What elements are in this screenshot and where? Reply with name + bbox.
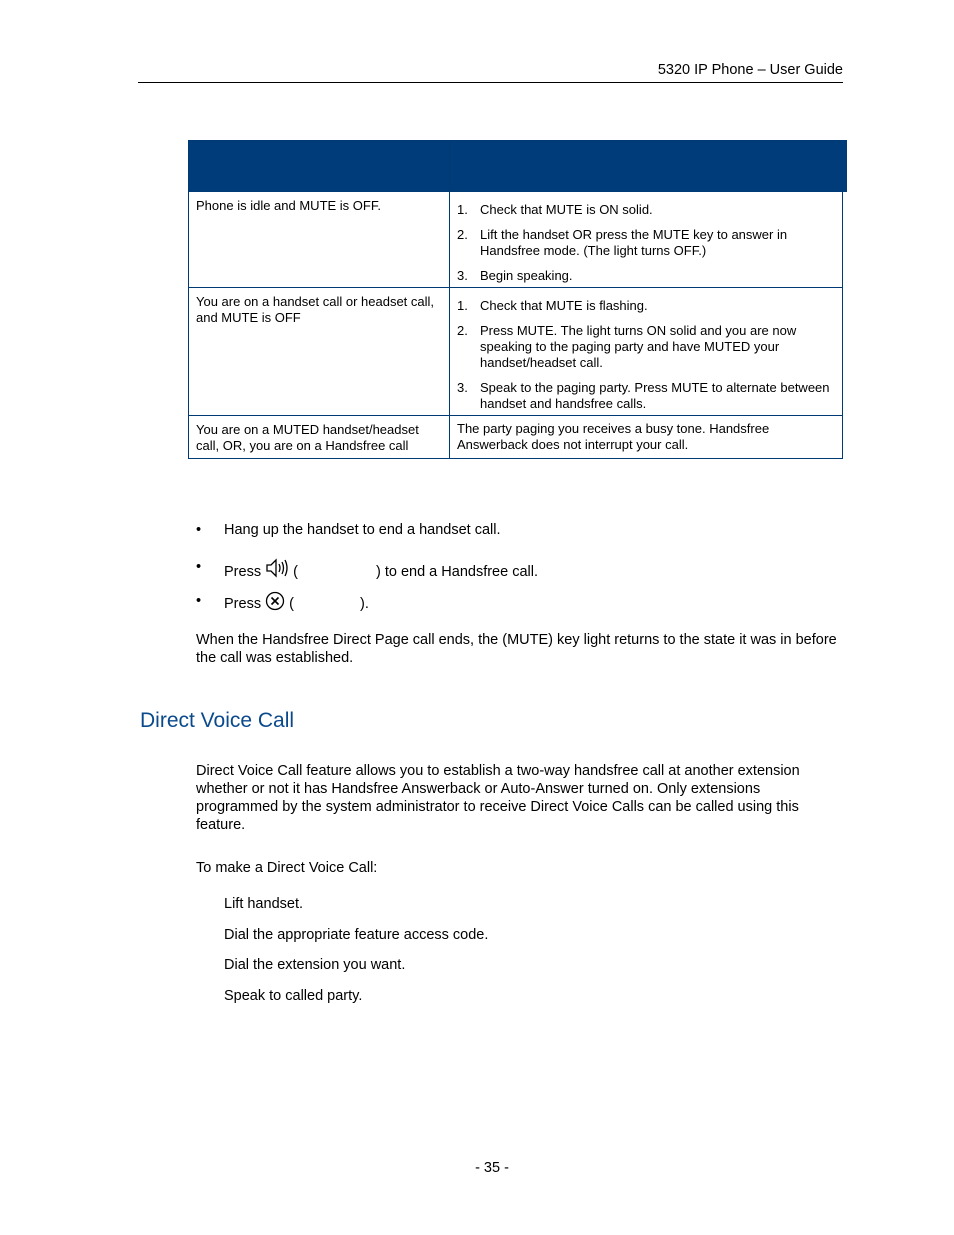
list-item: 2. Press MUTE. The light turns ON solid and you are now speaking to the paging party and have MUTED your handset/headset call. (457, 323, 797, 370)
list-item: 1. Check that MUTE is ON solid. (457, 202, 653, 217)
list-item: Speak to called party. (224, 987, 363, 1004)
steps-list (457, 298, 835, 412)
direct-voice-description: Direct Voice Call feature allows you to establish a two-way handsfree call at another extension whether or not it has Handsfree Answerback or Auto-Answer turned on. Only extensions programmed by the system administrator to receive Direct Voice Calls can be called using this feature. (196, 763, 800, 833)
list-item: 3. Begin speaking. (457, 268, 573, 283)
mute-state-table (188, 140, 847, 459)
list-item: • Press ( ). (196, 591, 836, 611)
table-row (189, 288, 843, 416)
list-item: 3. Speak to the paging party. Press MUTE to alternate between handset and handsfree calls. (457, 380, 830, 411)
list-item: 2. Lift the handset OR press the MUTE key to answer in Handsfree mode. (The light turns OFF.) (457, 227, 788, 258)
condition-cell: You are on a MUTED handset/headset call, OR, you are on a Handsfree call (189, 416, 450, 459)
list-item: Dial the extension you want. (224, 957, 406, 973)
page-number: - 35 - (475, 1160, 509, 1176)
table-header-cell-2 (450, 141, 843, 192)
table-row (189, 416, 843, 459)
list-item: Lift handset. (224, 896, 303, 912)
table-header-row (189, 141, 843, 192)
page-header (138, 62, 843, 83)
steps-list (457, 202, 835, 284)
speaker-icon (265, 557, 289, 585)
condition-cell: You are on a handset call or headset call, and MUTE is OFF (189, 288, 450, 416)
list-item: 1. Check that MUTE is flashing. (457, 298, 648, 313)
steps-cell (450, 192, 843, 288)
condition-cell: Phone is idle and MUTE is OFF. (189, 192, 450, 288)
table-row (189, 192, 843, 288)
end-call-list (196, 520, 836, 611)
list-item: • Hang up the handset to end a handset call. (196, 522, 501, 538)
document-title: 5320 IP Phone – User Guide (657, 62, 843, 78)
end-call-note: When the Handsfree Direct Page call ends, the (MUTE) key light returns to the state it was in before the call was established. (196, 632, 837, 666)
steps-cell (450, 288, 843, 416)
direct-voice-intro: To make a Direct Voice Call: (196, 860, 378, 876)
direct-voice-steps (224, 894, 488, 1016)
list-item: • Press ( ) to end a Handsfree call. (196, 557, 836, 577)
section-heading: Direct Voice Call (140, 709, 295, 732)
cancel-icon (265, 591, 285, 617)
result-cell: The party paging you receives a busy tone. Handsfree Answerback does not interrupt your call. (450, 416, 843, 459)
list-item: Dial the appropriate feature access code. (224, 926, 489, 943)
table-header-cell-1 (189, 141, 450, 192)
